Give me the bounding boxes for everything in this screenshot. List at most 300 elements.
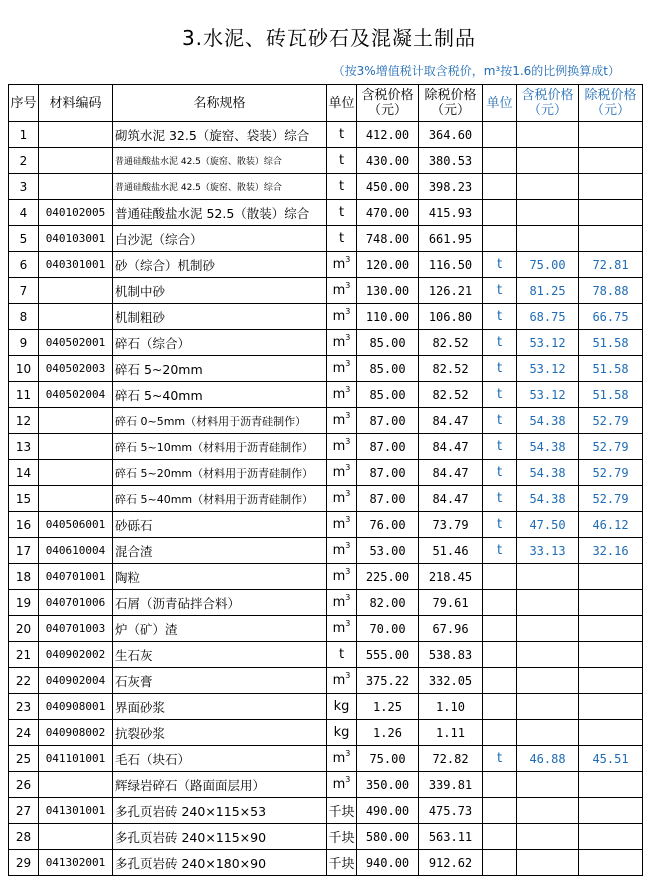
row-tax-price-t — [517, 616, 579, 642]
row-ex-price: 218.45 — [419, 564, 483, 590]
page-title: 3.水泥、砖瓦砂石及混凝土制品 — [181, 26, 477, 50]
row-ex-price-t — [579, 148, 643, 174]
row-unit: $m^3$ — [327, 486, 357, 512]
row-ex-price-t: 51.58 — [579, 330, 643, 356]
header-ex-price-t: 除税价格 （元） — [579, 85, 643, 122]
row-unit-t — [483, 850, 517, 876]
table-row — [9, 382, 643, 408]
table-row — [9, 798, 643, 824]
row-tax-price-t: 54.38 — [517, 460, 579, 486]
row-code: 040610004 — [39, 538, 113, 564]
row-ex-price-t — [579, 122, 643, 148]
row-unit-t — [483, 772, 517, 798]
table-row — [9, 434, 643, 460]
row-unit: $m^3$ — [327, 252, 357, 278]
row-tax-price: 580.00 — [357, 824, 419, 850]
row-tax-price-t: 53.12 — [517, 330, 579, 356]
row-tax-price: 53.00 — [357, 538, 419, 564]
row-seq: 20 — [9, 616, 39, 642]
row-code — [39, 460, 113, 486]
table-row — [9, 252, 643, 278]
row-unit-t — [483, 564, 517, 590]
row-unit-t — [483, 148, 517, 174]
row-ex-price-t — [579, 720, 643, 746]
row-ex-price: 72.82 — [419, 746, 483, 772]
row-unit-t: t — [483, 538, 517, 564]
row-ex-price-t: 52.79 — [579, 434, 643, 460]
row-seq: 17 — [9, 538, 39, 564]
row-name: 界面砂浆 — [113, 694, 327, 720]
row-unit: $m^3$ — [327, 564, 357, 590]
row-tax-price: 82.00 — [357, 590, 419, 616]
row-unit: $m^3$ — [327, 330, 357, 356]
row-name: 砂砾石 — [113, 512, 327, 538]
row-ex-price-t — [579, 850, 643, 876]
table-row — [9, 304, 643, 330]
row-ex-price-t — [579, 668, 643, 694]
row-unit-t: t — [483, 304, 517, 330]
row-unit: $m^3$ — [327, 408, 357, 434]
row-tax-price: 430.00 — [357, 148, 419, 174]
row-ex-price: 84.47 — [419, 434, 483, 460]
table-row — [9, 278, 643, 304]
row-name: 砂（综合）机制砂 — [113, 252, 327, 278]
row-tax-price: 87.00 — [357, 408, 419, 434]
row-unit-t — [483, 590, 517, 616]
row-unit-t: t — [483, 278, 517, 304]
row-tax-price-t — [517, 642, 579, 668]
row-ex-price: 73.79 — [419, 512, 483, 538]
row-name: 砌筑水泥 32.5（旋窑、袋装）综合 — [113, 122, 327, 148]
row-seq: 5 — [9, 226, 39, 252]
row-unit-t: t — [483, 252, 517, 278]
row-seq: 16 — [9, 512, 39, 538]
header-tax-price: 含税价格 （元） — [357, 85, 419, 122]
row-tax-price-t — [517, 824, 579, 850]
row-tax-price: 87.00 — [357, 486, 419, 512]
row-tax-price: 375.22 — [357, 668, 419, 694]
table-row — [9, 642, 643, 668]
row-unit-t: t — [483, 512, 517, 538]
table-row — [9, 668, 643, 694]
row-code — [39, 122, 113, 148]
table-row — [9, 486, 643, 512]
row-tax-price-t — [517, 174, 579, 200]
row-unit: $m^3$ — [327, 460, 357, 486]
row-tax-price: 70.00 — [357, 616, 419, 642]
row-seq: 22 — [9, 668, 39, 694]
row-code: 040908001 — [39, 694, 113, 720]
row-tax-price-t — [517, 772, 579, 798]
row-name: 生石灰 — [113, 642, 327, 668]
row-name: 碎石 5~10mm（材料用于沥青硅制作） — [113, 434, 327, 460]
row-tax-price: 350.00 — [357, 772, 419, 798]
row-name: 石屑（沥青砧拌合料） — [113, 590, 327, 616]
row-tax-price: 1.26 — [357, 720, 419, 746]
header-tax-price-t: 含税价格 （元） — [517, 85, 579, 122]
row-code: 040701001 — [39, 564, 113, 590]
row-tax-price-t — [517, 694, 579, 720]
row-code: 041302001 — [39, 850, 113, 876]
row-name: 机制粗砂 — [113, 304, 327, 330]
row-ex-price: 380.53 — [419, 148, 483, 174]
row-seq: 23 — [9, 694, 39, 720]
row-code: 040502004 — [39, 382, 113, 408]
row-ex-price: 415.93 — [419, 200, 483, 226]
row-ex-price-t: 72.81 — [579, 252, 643, 278]
row-unit: t — [327, 226, 357, 252]
row-seq: 24 — [9, 720, 39, 746]
row-unit-t — [483, 720, 517, 746]
table-body — [9, 122, 643, 876]
header-name: 名称规格 — [113, 85, 327, 122]
row-tax-price-t: 33.13 — [517, 538, 579, 564]
row-code — [39, 486, 113, 512]
table-row — [9, 538, 643, 564]
row-unit: $m^3$ — [327, 278, 357, 304]
row-name: 多孔页岩砖 240×115×53 — [113, 798, 327, 824]
row-ex-price-t — [579, 772, 643, 798]
row-unit: $m^3$ — [327, 746, 357, 772]
row-unit: t — [327, 200, 357, 226]
row-seq: 4 — [9, 200, 39, 226]
row-tax-price-t: 81.25 — [517, 278, 579, 304]
row-seq: 13 — [9, 434, 39, 460]
table-row — [9, 564, 643, 590]
row-unit: t — [327, 174, 357, 200]
row-unit-t — [483, 226, 517, 252]
row-ex-price-t — [579, 642, 643, 668]
row-code: 040506001 — [39, 512, 113, 538]
row-unit: $m^3$ — [327, 616, 357, 642]
row-code — [39, 148, 113, 174]
row-ex-price-t — [579, 226, 643, 252]
row-code — [39, 408, 113, 434]
table-row — [9, 174, 643, 200]
row-unit: t — [327, 122, 357, 148]
row-ex-price-t — [579, 564, 643, 590]
row-code: 040908002 — [39, 720, 113, 746]
row-name: 普通硅酸盐水泥 52.5（散装）综合 — [113, 200, 327, 226]
row-ex-price: 84.47 — [419, 408, 483, 434]
page-subtitle: （按3%增值税计取含税价，m³按1.6的比例换算成t） — [332, 64, 620, 78]
row-tax-price-t — [517, 668, 579, 694]
row-seq: 11 — [9, 382, 39, 408]
row-seq: 10 — [9, 356, 39, 382]
row-seq: 25 — [9, 746, 39, 772]
row-ex-price-t: 51.58 — [579, 356, 643, 382]
row-ex-price: 364.60 — [419, 122, 483, 148]
row-tax-price-t: 75.00 — [517, 252, 579, 278]
row-code: 040502003 — [39, 356, 113, 382]
row-tax-price-t: 47.50 — [517, 512, 579, 538]
row-tax-price: 412.00 — [357, 122, 419, 148]
row-unit: 千块 — [327, 798, 357, 824]
table-row — [9, 772, 643, 798]
row-tax-price-t: 54.38 — [517, 486, 579, 512]
row-ex-price: 51.46 — [419, 538, 483, 564]
row-name: 碎石 0~5mm（材料用于沥青硅制作） — [113, 408, 327, 434]
table-row — [9, 356, 643, 382]
row-tax-price: 490.00 — [357, 798, 419, 824]
row-ex-price-t — [579, 694, 643, 720]
row-ex-price-t: 46.12 — [579, 512, 643, 538]
row-tax-price-t — [517, 850, 579, 876]
table-row — [9, 694, 643, 720]
row-name: 普通硅酸盐水泥 42.5（旋窑、散装）综合 — [113, 174, 327, 200]
row-unit-t — [483, 174, 517, 200]
row-ex-price-t: 52.79 — [579, 408, 643, 434]
row-unit-t — [483, 798, 517, 824]
row-ex-price: 1.10 — [419, 694, 483, 720]
row-seq: 12 — [9, 408, 39, 434]
row-tax-price-t: 68.75 — [517, 304, 579, 330]
row-code: 041101001 — [39, 746, 113, 772]
row-unit-t — [483, 668, 517, 694]
row-tax-price: 85.00 — [357, 382, 419, 408]
row-unit: $m^3$ — [327, 772, 357, 798]
row-tax-price-t: 54.38 — [517, 434, 579, 460]
row-tax-price: 120.00 — [357, 252, 419, 278]
row-ex-price: 538.83 — [419, 642, 483, 668]
row-name: 毛石（块石） — [113, 746, 327, 772]
row-code: 040103001 — [39, 226, 113, 252]
row-tax-price: 87.00 — [357, 460, 419, 486]
row-ex-price-t — [579, 616, 643, 642]
row-code — [39, 174, 113, 200]
row-unit: $m^3$ — [327, 668, 357, 694]
table-row — [9, 850, 643, 876]
row-tax-price: 75.00 — [357, 746, 419, 772]
row-tax-price-t — [517, 798, 579, 824]
row-unit: $m^3$ — [327, 434, 357, 460]
table-row — [9, 226, 643, 252]
header-seq: 序号 — [9, 85, 39, 122]
row-unit: $m^3$ — [327, 538, 357, 564]
row-unit-t — [483, 122, 517, 148]
row-code — [39, 772, 113, 798]
row-code: 040701006 — [39, 590, 113, 616]
row-tax-price: 85.00 — [357, 356, 419, 382]
row-code: 040102005 — [39, 200, 113, 226]
row-unit-t: t — [483, 356, 517, 382]
row-unit-t: t — [483, 382, 517, 408]
row-tax-price: 940.00 — [357, 850, 419, 876]
row-tax-price: 470.00 — [357, 200, 419, 226]
row-tax-price-t: 53.12 — [517, 356, 579, 382]
row-seq: 29 — [9, 850, 39, 876]
table-header-row — [9, 85, 643, 122]
row-ex-price: 82.52 — [419, 382, 483, 408]
table-row — [9, 616, 643, 642]
row-ex-price: 332.05 — [419, 668, 483, 694]
row-name: 多孔页岩砖 240×115×90 — [113, 824, 327, 850]
row-ex-price: 661.95 — [419, 226, 483, 252]
row-tax-price: 130.00 — [357, 278, 419, 304]
table-row — [9, 200, 643, 226]
row-code — [39, 434, 113, 460]
header-unit-t: 单位 — [483, 85, 517, 122]
row-tax-price-t — [517, 590, 579, 616]
row-unit: kg — [327, 694, 357, 720]
row-tax-price-t — [517, 720, 579, 746]
row-unit-t: t — [483, 746, 517, 772]
row-unit-t: t — [483, 330, 517, 356]
row-seq: 7 — [9, 278, 39, 304]
row-code: 040502001 — [39, 330, 113, 356]
row-ex-price: 398.23 — [419, 174, 483, 200]
row-ex-price: 912.62 — [419, 850, 483, 876]
row-name: 机制中砂 — [113, 278, 327, 304]
row-ex-price: 563.11 — [419, 824, 483, 850]
row-seq: 21 — [9, 642, 39, 668]
row-unit: $m^3$ — [327, 382, 357, 408]
row-name: 碎石 5~20mm — [113, 356, 327, 382]
row-tax-price-t: 54.38 — [517, 408, 579, 434]
table-row — [9, 148, 643, 174]
row-unit-t: t — [483, 486, 517, 512]
row-ex-price: 106.80 — [419, 304, 483, 330]
row-unit: 千块 — [327, 824, 357, 850]
row-name: 碎石 5~40mm（材料用于沥青硅制作） — [113, 486, 327, 512]
row-seq: 3 — [9, 174, 39, 200]
header-ex-price: 除税价格 （元） — [419, 85, 483, 122]
row-ex-price: 339.81 — [419, 772, 483, 798]
row-name: 普通硅酸盐水泥 42.5（旋窑、散装）综合 — [113, 148, 327, 174]
row-ex-price: 67.96 — [419, 616, 483, 642]
row-ex-price: 82.52 — [419, 330, 483, 356]
row-ex-price: 84.47 — [419, 460, 483, 486]
row-name: 炉（矿）渣 — [113, 616, 327, 642]
row-code: 040301001 — [39, 252, 113, 278]
row-tax-price-t: 46.88 — [517, 746, 579, 772]
table-row — [9, 330, 643, 356]
row-tax-price: 225.00 — [357, 564, 419, 590]
row-ex-price: 82.52 — [419, 356, 483, 382]
table-row — [9, 122, 643, 148]
row-code: 040902002 — [39, 642, 113, 668]
table-row — [9, 824, 643, 850]
row-ex-price: 84.47 — [419, 486, 483, 512]
row-tax-price-t — [517, 564, 579, 590]
row-ex-price-t — [579, 824, 643, 850]
row-seq: 18 — [9, 564, 39, 590]
row-unit-t — [483, 824, 517, 850]
row-ex-price: 475.73 — [419, 798, 483, 824]
row-name: 辉绿岩碎石（路面面层用） — [113, 772, 327, 798]
row-unit: $m^3$ — [327, 512, 357, 538]
row-unit: $m^3$ — [327, 356, 357, 382]
row-seq: 28 — [9, 824, 39, 850]
row-ex-price: 1.11 — [419, 720, 483, 746]
table-row — [9, 720, 643, 746]
row-unit: $m^3$ — [327, 304, 357, 330]
row-tax-price: 76.00 — [357, 512, 419, 538]
row-tax-price: 110.00 — [357, 304, 419, 330]
row-ex-price-t — [579, 200, 643, 226]
row-code — [39, 278, 113, 304]
row-seq: 2 — [9, 148, 39, 174]
row-ex-price-t: 78.88 — [579, 278, 643, 304]
row-seq: 1 — [9, 122, 39, 148]
row-code: 040701003 — [39, 616, 113, 642]
row-ex-price-t: 66.75 — [579, 304, 643, 330]
row-tax-price: 555.00 — [357, 642, 419, 668]
row-seq: 15 — [9, 486, 39, 512]
row-name: 陶粒 — [113, 564, 327, 590]
row-tax-price-t: 53.12 — [517, 382, 579, 408]
row-ex-price-t: 52.79 — [579, 460, 643, 486]
row-tax-price: 87.00 — [357, 434, 419, 460]
row-tax-price-t — [517, 200, 579, 226]
header-unit: 单位 — [327, 85, 357, 122]
row-name: 白沙泥（综合） — [113, 226, 327, 252]
row-unit: $m^3$ — [327, 590, 357, 616]
row-unit: t — [327, 642, 357, 668]
row-unit-t — [483, 616, 517, 642]
table-row — [9, 408, 643, 434]
row-seq: 6 — [9, 252, 39, 278]
row-unit-t — [483, 694, 517, 720]
row-unit: t — [327, 148, 357, 174]
price-table — [8, 84, 643, 876]
row-unit-t: t — [483, 434, 517, 460]
row-ex-price: 126.21 — [419, 278, 483, 304]
row-ex-price: 116.50 — [419, 252, 483, 278]
row-seq: 27 — [9, 798, 39, 824]
row-unit-t: t — [483, 460, 517, 486]
row-ex-price-t: 45.51 — [579, 746, 643, 772]
row-unit-t: t — [483, 408, 517, 434]
row-unit-t — [483, 200, 517, 226]
table-row — [9, 746, 643, 772]
row-ex-price-t: 32.16 — [579, 538, 643, 564]
row-seq: 26 — [9, 772, 39, 798]
row-code — [39, 824, 113, 850]
row-tax-price: 1.25 — [357, 694, 419, 720]
row-name: 抗裂砂浆 — [113, 720, 327, 746]
row-code: 040902004 — [39, 668, 113, 694]
row-tax-price-t — [517, 122, 579, 148]
row-unit: kg — [327, 720, 357, 746]
row-unit: 千块 — [327, 850, 357, 876]
row-name: 碎石 5~20mm（材料用于沥青硅制作） — [113, 460, 327, 486]
header-code: 材料编码 — [39, 85, 113, 122]
row-name: 多孔页岩砖 240×180×90 — [113, 850, 327, 876]
row-seq: 14 — [9, 460, 39, 486]
row-ex-price-t — [579, 590, 643, 616]
table-row — [9, 512, 643, 538]
row-ex-price-t — [579, 174, 643, 200]
row-tax-price: 450.00 — [357, 174, 419, 200]
row-ex-price-t: 51.58 — [579, 382, 643, 408]
row-seq: 9 — [9, 330, 39, 356]
row-tax-price-t — [517, 148, 579, 174]
row-seq: 8 — [9, 304, 39, 330]
row-code — [39, 304, 113, 330]
row-ex-price: 79.61 — [419, 590, 483, 616]
row-name: 混合渣 — [113, 538, 327, 564]
row-ex-price-t — [579, 798, 643, 824]
table-row — [9, 590, 643, 616]
row-name: 碎石（综合） — [113, 330, 327, 356]
row-code: 041301001 — [39, 798, 113, 824]
row-seq: 19 — [9, 590, 39, 616]
row-tax-price-t — [517, 226, 579, 252]
table-row — [9, 460, 643, 486]
row-unit-t — [483, 642, 517, 668]
row-tax-price: 748.00 — [357, 226, 419, 252]
